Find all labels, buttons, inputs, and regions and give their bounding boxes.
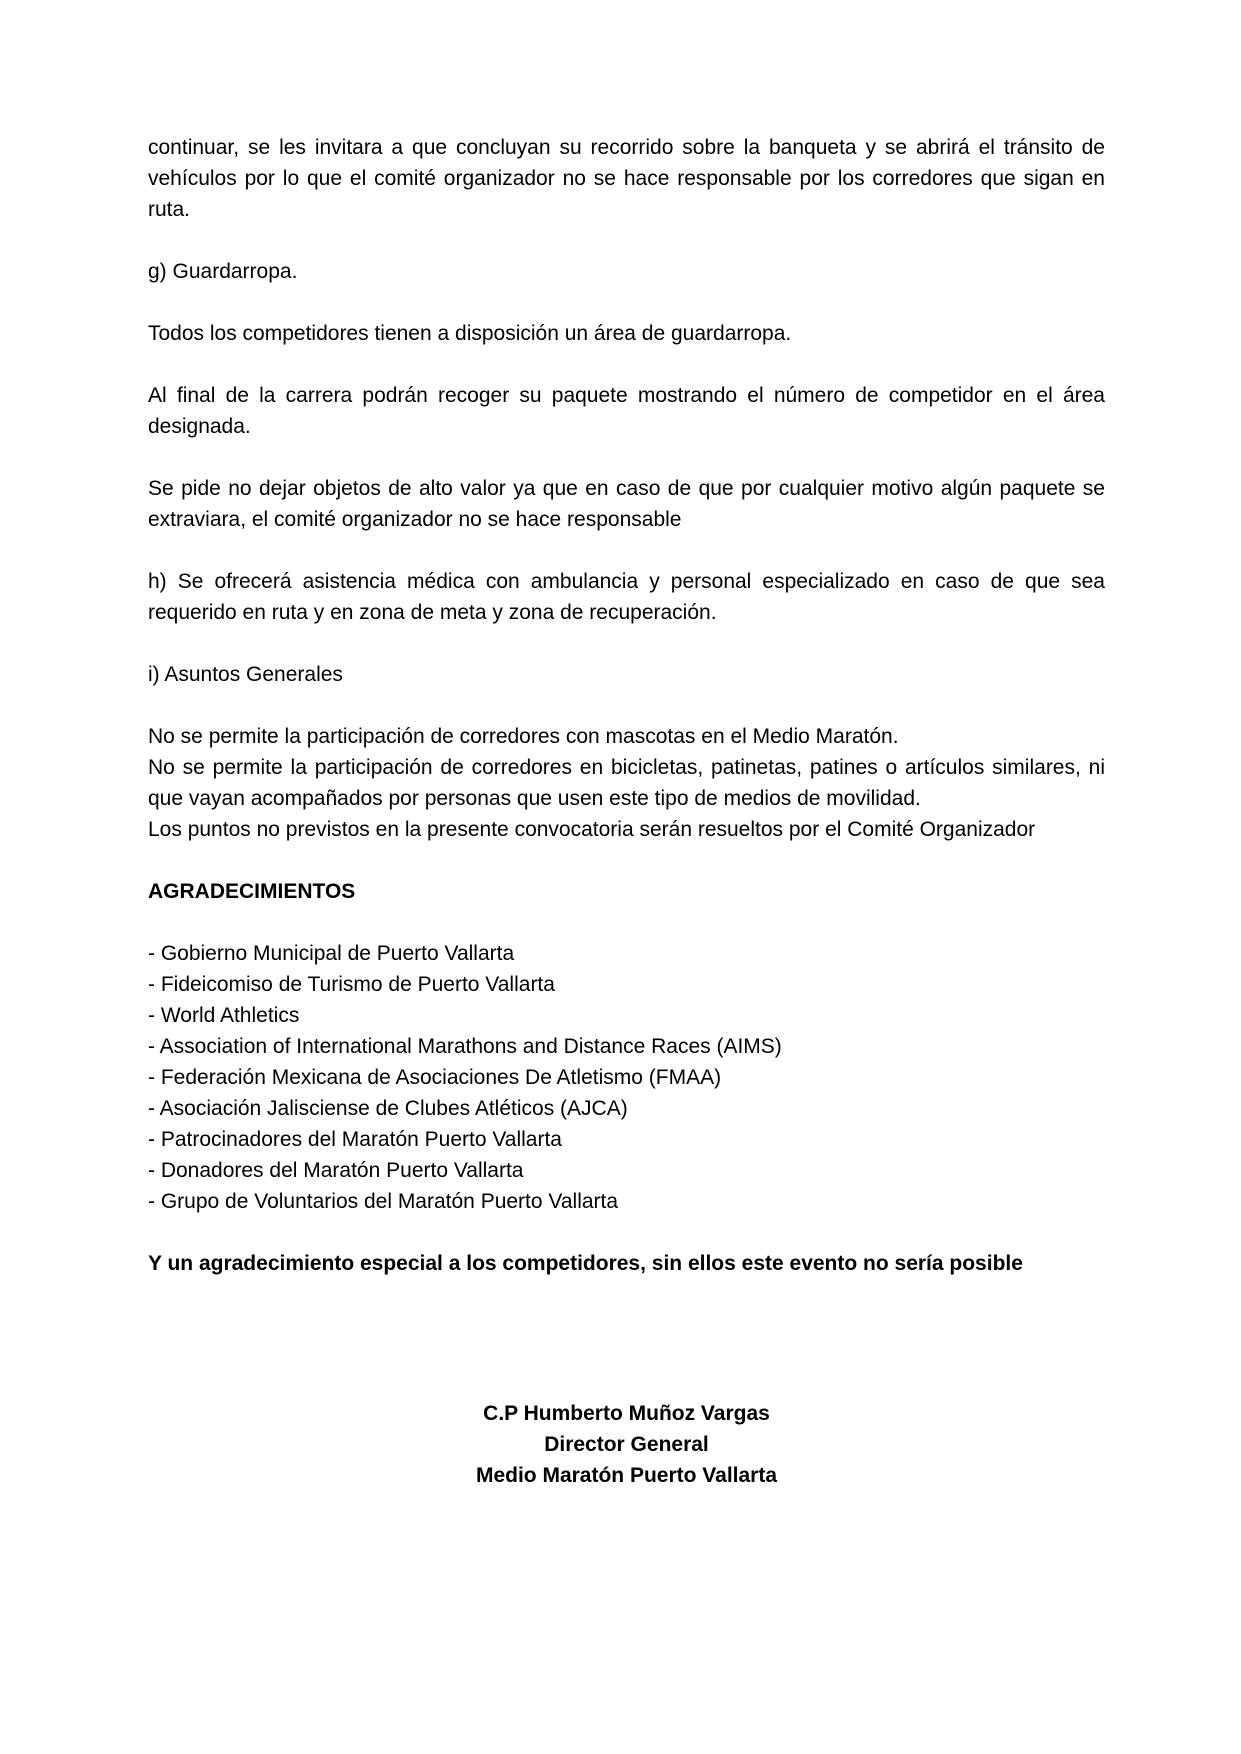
signature-title: Director General	[544, 1433, 709, 1456]
signature-name: C.P Humberto Muñoz Vargas	[483, 1402, 770, 1425]
closing-statement: Y un agradecimiento especial a los competidores, sin ellos este evento no sería posible	[148, 1252, 1023, 1275]
paragraph-no-bicycles: No se permite la participación de corredores en bicicletas, patinetas, patines o artículos similares, ni que vayan acompañados por personas que usen este tipo de medios de movilidad.	[148, 756, 1105, 810]
acknowledgement-item-sponsors: - Patrocinadores del Maratón Puerto Vallarta	[148, 1128, 562, 1151]
general-matters-group	[148, 721, 1105, 845]
section-i-heading: i) Asuntos Generales	[148, 663, 343, 686]
acknowledgement-item-world-athletics: - World Athletics	[148, 1004, 300, 1027]
acknowledgement-item-aims: - Association of International Marathons and Distance Races (AIMS)	[148, 1035, 782, 1058]
paragraph-unforeseen-points: Los puntos no previstos en la presente convocatoria serán resueltos por el Comité Organizador	[148, 818, 1036, 841]
section-g-heading: g) Guardarropa.	[148, 260, 298, 283]
paragraph-wardrobe-availability: Todos los competidores tienen a disposición un área de guardarropa.	[148, 322, 792, 345]
paragraph-wardrobe-pickup: Al final de la carrera podrán recoger su paquete mostrando el número de competidor en el área designada.	[148, 384, 1105, 438]
acknowledgements-heading: AGRADECIMIENTOS	[148, 880, 356, 903]
section-h-medical-assistance-paragraph: h) Se ofrecerá asistencia médica con ambulancia y personal especializado en caso de que sea requerido en ruta y en zona de meta y zona de recuperación.	[148, 570, 1105, 624]
acknowledgements-list	[148, 938, 1105, 1217]
paragraph-no-pets: No se permite la participación de corredores con mascotas en el Medio Maratón.	[148, 725, 899, 748]
acknowledgement-item-ajca: - Asociación Jalisciense de Clubes Atléticos (AJCA)	[148, 1097, 628, 1120]
acknowledgement-item-donors: - Donadores del Maratón Puerto Vallarta	[148, 1159, 524, 1182]
signature-event: Medio Maratón Puerto Vallarta	[475, 1464, 778, 1487]
acknowledgement-item-tourism-trust: - Fideicomiso de Turismo de Puerto Vallarta	[148, 973, 555, 996]
signature-block	[148, 1398, 1105, 1491]
acknowledgement-item-fmaa: - Federación Mexicana de Asociaciones De Atletismo (FMAA)	[148, 1066, 722, 1089]
acknowledgement-item-volunteers: - Grupo de Voluntarios del Maratón Puerto Vallarta	[148, 1190, 619, 1213]
acknowledgement-item-municipal-government: - Gobierno Municipal de Puerto Vallarta	[148, 942, 515, 965]
paragraph-route-closure-continuation: continuar, se les invitara a que concluyan su recorrido sobre la banqueta y se abrirá el tránsito de vehículos por lo que el comité organizador no se hace responsable por los corredores que sigan en ruta.	[148, 136, 1105, 221]
paragraph-wardrobe-valuables: Se pide no dejar objetos de alto valor ya que en caso de que por cualquier motivo algún paquete se extraviara, el comité organizador no se hace responsable	[148, 477, 1105, 531]
